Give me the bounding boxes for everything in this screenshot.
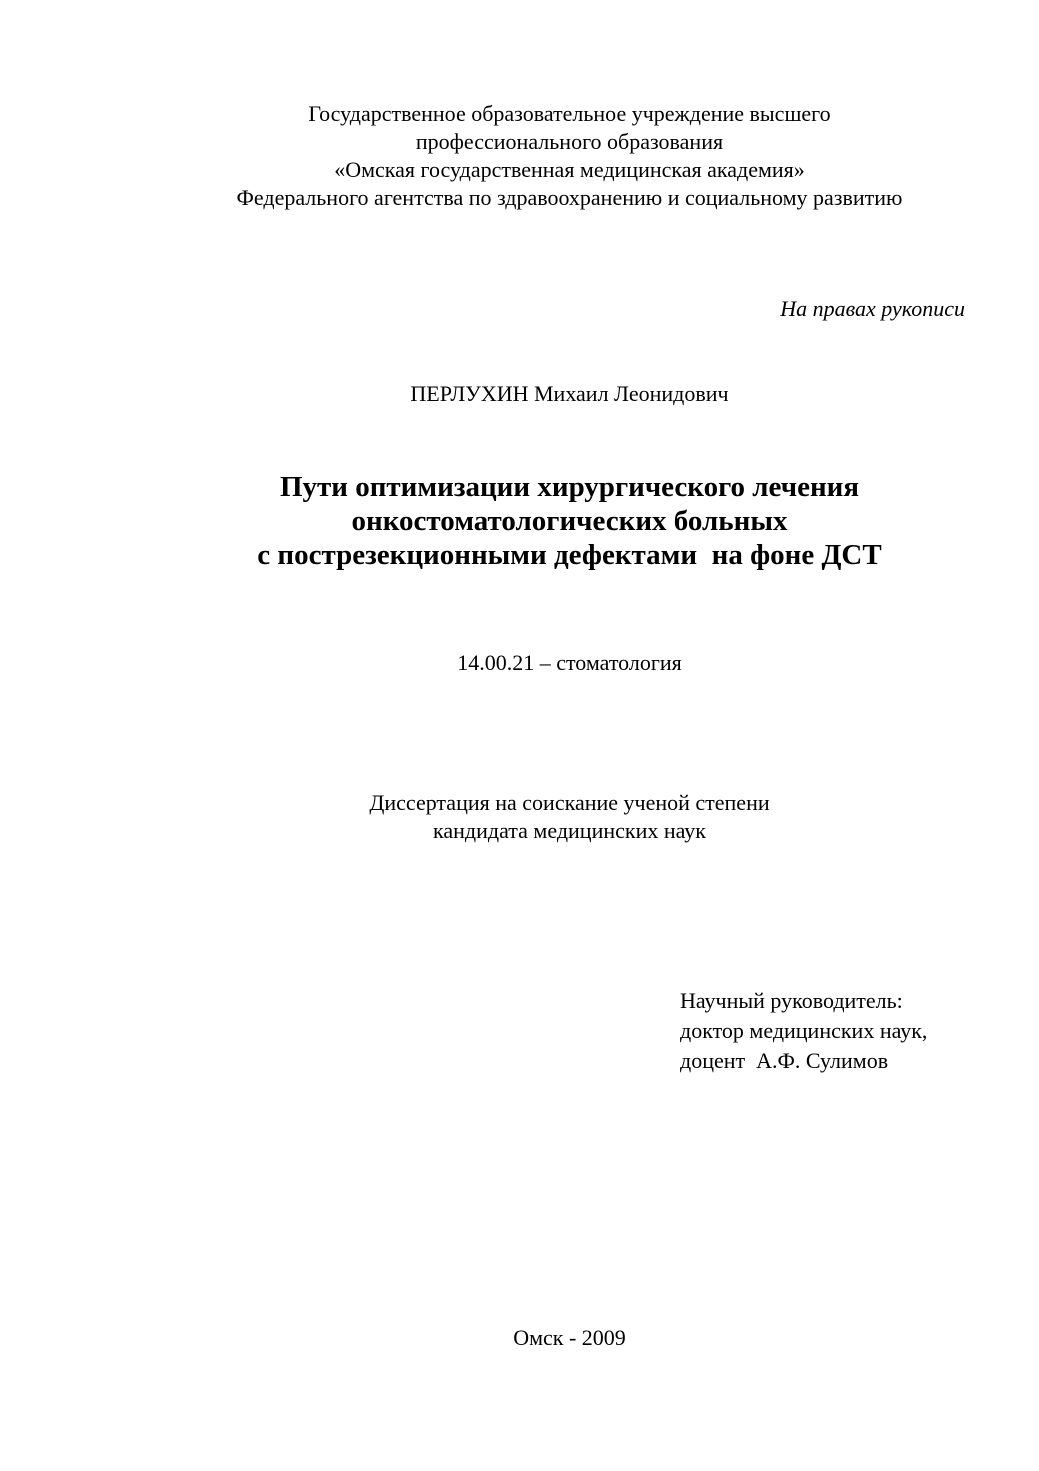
place-and-year: Омск - 2009: [513, 1325, 626, 1350]
institution-line: Государственное образовательное учреждение высшего: [308, 101, 831, 126]
institution-line: Федерального агентства по здравоохранению и социальному развитию: [236, 185, 903, 210]
degree-line: кандидата медицинских наук: [433, 818, 706, 843]
supervisor-line: доцент А.Ф. Сулимов: [680, 1048, 889, 1073]
supervisor-line: Научный руководитель:: [680, 988, 903, 1013]
manuscript-note: На правах рукописи: [780, 296, 965, 321]
author-name: ПЕРЛУХИН Михаил Леонидович: [410, 381, 729, 406]
title-line: Пути оптимизации хирургического лечения: [279, 471, 860, 503]
title-line: онкостоматологических больных: [351, 505, 788, 537]
supervisor-line: доктор медицинских наук,: [680, 1018, 928, 1043]
degree-line: Диссертация на соискание ученой степени: [369, 790, 770, 815]
degree-statement: [0, 789, 1039, 845]
institution-line: профессионального образования: [415, 129, 724, 154]
specialty-code: 14.00.21 – стоматология: [457, 650, 682, 675]
institution-header: [0, 100, 1039, 212]
dissertation-title: [0, 470, 1039, 572]
supervisor-info: [680, 986, 927, 1076]
institution-line: «Омская государственная медицинская академия»: [334, 157, 805, 182]
title-line: с пострезекционными дефектами на фоне ДСТ: [257, 539, 882, 571]
